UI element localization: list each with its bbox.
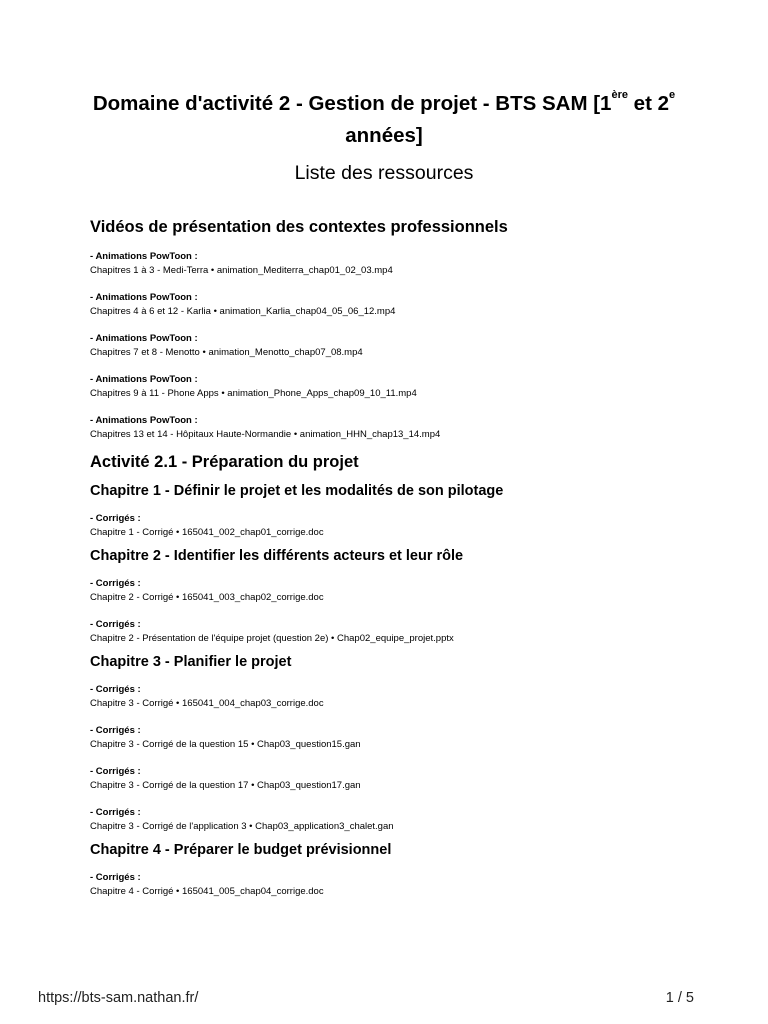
chapter-3-block bbox=[90, 651, 730, 833]
resource-item bbox=[90, 806, 730, 833]
resource-item bbox=[90, 577, 730, 604]
resource-item bbox=[90, 724, 730, 751]
page-number: 1 / 5 bbox=[665, 990, 694, 1006]
resource-link[interactable]: Chapitres 4 à 6 et 12 - Karlia • animation_Karlia_chap04_05_06_12.mp4 bbox=[90, 305, 396, 317]
resource-item bbox=[90, 250, 730, 277]
resource-type: - Corrigés : bbox=[90, 872, 141, 883]
resource-type: - Animations PowToon : bbox=[90, 292, 198, 303]
resource-type: - Corrigés : bbox=[90, 619, 141, 630]
chapter-1-heading: Chapitre 1 - Définir le projet et les modalités de son pilotage bbox=[90, 483, 504, 499]
resource-link[interactable]: Chapitre 2 - Corrigé • 165041_003_chap02_corrige.doc bbox=[90, 591, 324, 603]
resource-link[interactable]: Chapitres 7 et 8 - Menotto • animation_Menotto_chap07_08.mp4 bbox=[90, 346, 363, 358]
resource-type: - Animations PowToon : bbox=[90, 415, 198, 426]
resource-item bbox=[90, 683, 730, 710]
title-text-part3: années] bbox=[345, 124, 423, 147]
title-text-part1: Domaine d'activité 2 - Gestion de projet - BTS SAM [1 bbox=[92, 92, 612, 115]
resource-item bbox=[90, 512, 730, 539]
resource-item bbox=[90, 871, 730, 898]
videos-list bbox=[90, 250, 730, 441]
resource-item bbox=[90, 291, 730, 318]
chapter-2-block bbox=[90, 545, 730, 645]
resource-link[interactable]: Chapitre 1 - Corrigé • 165041_002_chap01_corrige.doc bbox=[90, 526, 324, 538]
resource-type: - Corrigés : bbox=[90, 578, 141, 589]
resource-link[interactable]: Chapitre 3 - Corrigé de l'application 3 • Chap03_application3_chalet.gan bbox=[90, 820, 394, 832]
resource-link[interactable]: Chapitre 4 - Corrigé • 165041_005_chap04_corrige.doc bbox=[90, 885, 324, 897]
chapter-4-heading: Chapitre 4 - Préparer le budget prévisionnel bbox=[90, 842, 392, 858]
chapter-2-heading: Chapitre 2 - Identifier les différents acteurs et leur rôle bbox=[90, 548, 464, 564]
resource-item bbox=[90, 765, 730, 792]
resource-item bbox=[90, 618, 730, 645]
document-title bbox=[40, 88, 728, 152]
resource-type: - Animations PowToon : bbox=[90, 374, 198, 385]
document-content bbox=[90, 214, 730, 904]
resource-link[interactable]: Chapitre 3 - Corrigé de la question 15 • Chap03_question15.gan bbox=[90, 738, 361, 750]
resource-item bbox=[90, 332, 730, 359]
document-subtitle: Liste des ressources bbox=[294, 162, 474, 184]
chapter-1-block bbox=[90, 480, 730, 539]
title-text-part2: et 2 bbox=[627, 92, 670, 115]
resource-link[interactable]: Chapitres 1 à 3 - Medi-Terra • animation_Mediterra_chap01_02_03.mp4 bbox=[90, 264, 393, 276]
resource-link[interactable]: Chapitre 3 - Corrigé • 165041_004_chap03_corrige.doc bbox=[90, 697, 324, 709]
chapter-3-heading: Chapitre 3 - Planifier le projet bbox=[90, 654, 292, 670]
resource-link[interactable]: Chapitres 9 à 11 - Phone Apps • animation_Phone_Apps_chap09_10_11.mp4 bbox=[90, 387, 417, 399]
chapter-4-block bbox=[90, 839, 730, 898]
resource-type: - Animations PowToon : bbox=[90, 251, 198, 262]
videos-section-heading: Vidéos de présentation des contextes professionnels bbox=[90, 218, 508, 236]
title-superscript-1: ère bbox=[611, 89, 628, 101]
footer-url[interactable]: https://bts-sam.nathan.fr/ bbox=[38, 990, 199, 1006]
activity-heading: Activité 2.1 - Préparation du projet bbox=[90, 453, 359, 471]
resource-type: - Animations PowToon : bbox=[90, 333, 198, 344]
resource-item bbox=[90, 373, 730, 400]
resource-type: - Corrigés : bbox=[90, 725, 141, 736]
resource-type: - Corrigés : bbox=[90, 807, 141, 818]
title-superscript-2: e bbox=[669, 89, 676, 101]
resource-type: - Corrigés : bbox=[90, 766, 141, 777]
resource-link[interactable]: Chapitre 2 - Présentation de l'équipe projet (question 2e) • Chap02_equipe_projet.pptx bbox=[90, 632, 454, 644]
resource-type: - Corrigés : bbox=[90, 513, 141, 524]
resource-link[interactable]: Chapitres 13 et 14 - Hôpitaux Haute-Normandie • animation_HHN_chap13_14.mp4 bbox=[90, 428, 441, 440]
resource-link[interactable]: Chapitre 3 - Corrigé de la question 17 • Chap03_question17.gan bbox=[90, 779, 361, 791]
resource-type: - Corrigés : bbox=[90, 684, 141, 695]
resource-item bbox=[90, 414, 730, 441]
